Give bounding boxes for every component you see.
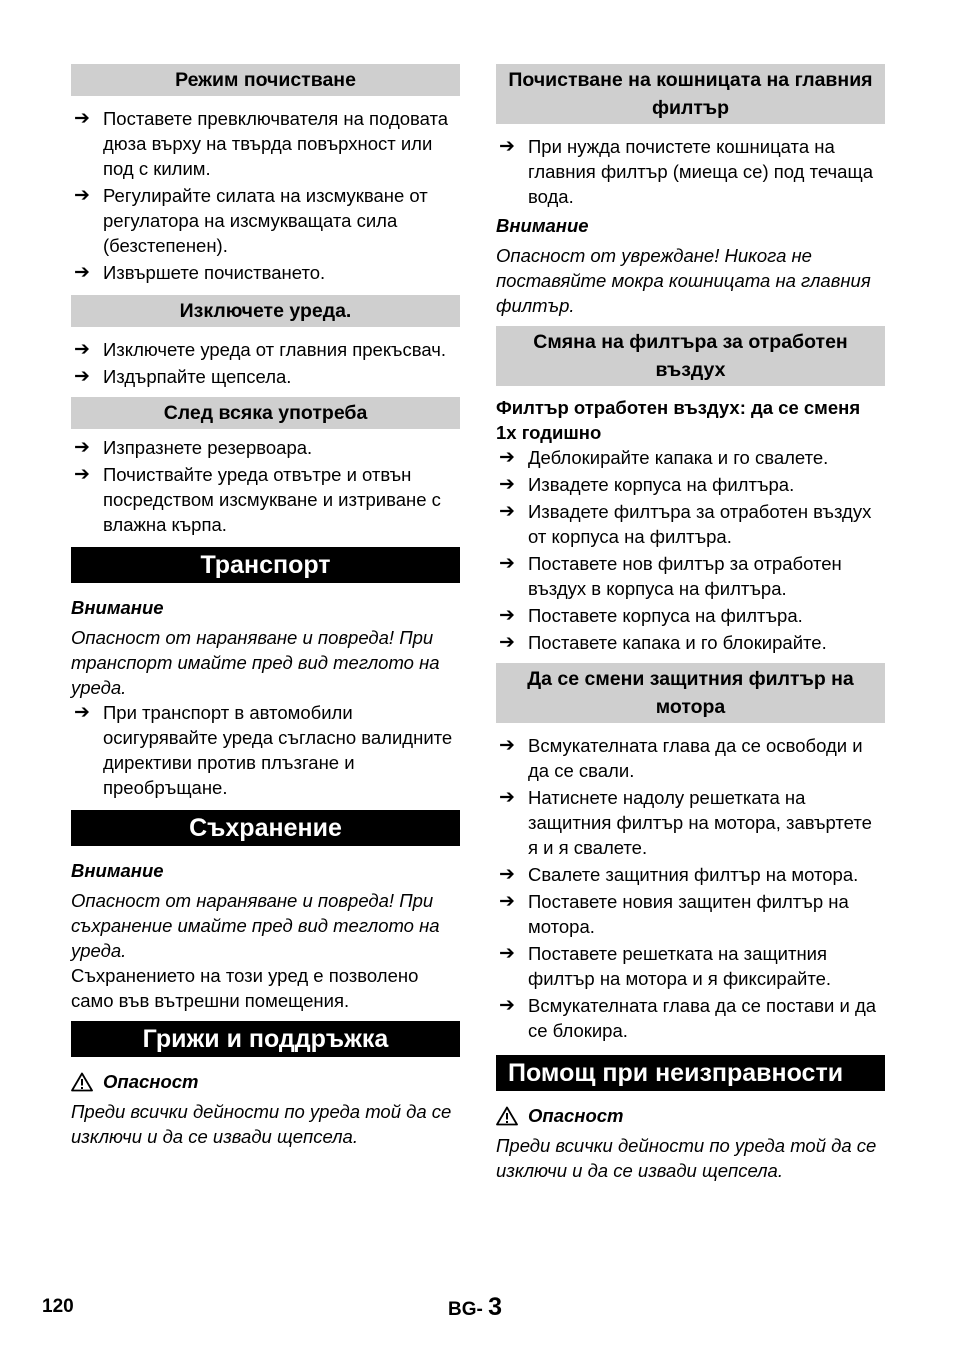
arrow-right-icon: ➔ — [499, 942, 515, 964]
list-item: ➔ Поставете новия защитен филтър на мотора. — [499, 890, 849, 937]
warning-label: Внимание — [496, 215, 589, 236]
arrow-right-icon: ➔ — [74, 436, 90, 458]
language-code: BG- — [448, 1299, 483, 1320]
danger-text: Преди всички дейности по уреда той да се изключи и да се извади щепсела. — [496, 1135, 877, 1181]
danger-label: Опасност — [496, 1103, 885, 1128]
arrow-right-icon: ➔ — [74, 338, 90, 360]
list-item: ➔ Извършете почистването. — [74, 261, 326, 283]
list-item: ➔ Издърпайте щепсела. — [74, 365, 292, 387]
section-heading-motor-filter: Да се смени защитния филтър на мотора — [496, 663, 885, 723]
list-item: ➔ Поставете нов филтър за отработен въздух в корпуса на филтъра. — [499, 552, 842, 599]
arrow-right-icon: ➔ — [499, 552, 515, 574]
section-heading-cleaning-mode: Режим почистване — [71, 64, 460, 96]
list-item: ➔ Изключете уреда от главния прекъсвач. — [74, 338, 447, 360]
warning-label: Внимание — [71, 860, 164, 881]
section-heading-troubleshooting: Помощ при неизправности — [496, 1055, 885, 1091]
arrow-right-icon: ➔ — [499, 446, 515, 468]
warning-text: Опасност от нараняване и повреда! При съхранение имайте пред вид теглото на уреда. — [71, 890, 440, 961]
list-item: ➔ Изпразнете резервоара. — [74, 436, 313, 458]
section-heading-exhaust-filter: Смяна на филтъра за отработен въздух — [496, 326, 885, 386]
list-item: ➔ Поставете корпуса на филтъра. — [499, 604, 803, 626]
section-heading-storage: Съхранение — [71, 810, 460, 846]
left-column — [71, 64, 460, 1149]
list-item: ➔ Извадете корпуса на филтъра. — [499, 473, 795, 495]
warning-triangle-icon — [71, 1072, 93, 1092]
arrow-right-icon: ➔ — [74, 107, 90, 129]
right-column — [496, 64, 885, 1183]
list-item: ➔ Всмукателната глава да се постави и да се блокира. — [499, 994, 877, 1041]
section-heading-turn-off: Изключете уреда. — [71, 295, 460, 327]
arrow-right-icon: ➔ — [499, 890, 515, 912]
section-heading-care: Грижи и поддръжка — [71, 1021, 460, 1057]
arrow-right-icon: ➔ — [499, 604, 515, 626]
arrow-right-icon: ➔ — [74, 701, 90, 723]
arrow-right-icon: ➔ — [499, 473, 515, 495]
arrow-right-icon: ➔ — [74, 261, 90, 283]
list-item: ➔ При нужда почистете кошницата на главния филтър (миеща се) под течаща вода. — [499, 135, 873, 207]
list-item: ➔ Свалете защитния филтър на мотора. — [499, 863, 859, 885]
section-heading-after-use: След всяка употреба — [71, 397, 460, 429]
arrow-right-icon: ➔ — [499, 631, 515, 653]
storage-text: Съхранението на този уред е позволено само във вътрешни помещения. — [71, 965, 419, 1011]
arrow-right-icon: ➔ — [74, 365, 90, 387]
list-item: ➔ Почиствайте уреда отвътре и отвън посредством изсмукване и изтриване с влажна кърпа. — [74, 463, 441, 535]
warning-text: Опасност от увреждане! Никога не поставяйте мокра кошницата на главния филтър. — [496, 245, 871, 316]
section-heading-basket: Почистване на кошницата на главния филтър — [496, 64, 885, 124]
arrow-right-icon: ➔ — [74, 463, 90, 485]
arrow-right-icon: ➔ — [499, 500, 515, 522]
list-item: ➔ Всмукателната глава да се освободи и да се свали. — [499, 734, 863, 781]
section-heading-transport: Транспорт — [71, 547, 460, 583]
warning-text: Опасност от нараняване и повреда! При транспорт имайте пред вид теглото на уреда. — [71, 627, 440, 698]
list-item: ➔ Поставете капака и го блокирайте. — [499, 631, 827, 653]
filter-interval-subheading: Филтър отработен въздух: да се сменя 1x годишно — [496, 397, 861, 443]
arrow-right-icon: ➔ — [499, 135, 515, 157]
list-item: ➔ Извадете филтъра за отработен въздух от корпуса на филтъра. — [499, 500, 872, 547]
list-item: ➔ При транспорт в автомобили осигурявайте уреда съгласно валидните директиви против плъзгане и преобръщане. — [74, 701, 453, 798]
arrow-right-icon: ➔ — [499, 863, 515, 885]
arrow-right-icon: ➔ — [499, 994, 515, 1016]
warning-triangle-icon — [496, 1106, 518, 1126]
arrow-right-icon: ➔ — [499, 734, 515, 756]
danger-label: Опасност — [71, 1069, 460, 1094]
language-page-number: 3 — [488, 1293, 503, 1321]
list-item: ➔ Поставете превключвателя на подовата дюза върху на твърда повърхност или под с килим. — [74, 107, 449, 179]
language-page-marker — [448, 1293, 502, 1322]
list-item: ➔ Поставете решетката на защитния филтър на мотора и я фиксирайте. — [499, 942, 832, 989]
page-number: 120 — [42, 1296, 74, 1317]
arrow-right-icon: ➔ — [499, 786, 515, 808]
danger-text: Преди всички дейности по уреда той да се изключи и да се извади щепсела. — [71, 1101, 452, 1147]
list-item: ➔ Регулирайте силата на изсмукване от регулатора на изсмукващата сила (безстепенен). — [74, 184, 428, 256]
warning-label: Внимание — [71, 597, 164, 618]
list-item: ➔ Натиснете надолу решетката на защитния филтър на мотора, завъртете я и я свалете. — [499, 786, 872, 858]
list-item: ➔ Деблокирайте капака и го свалете. — [499, 446, 829, 468]
arrow-right-icon: ➔ — [74, 184, 90, 206]
